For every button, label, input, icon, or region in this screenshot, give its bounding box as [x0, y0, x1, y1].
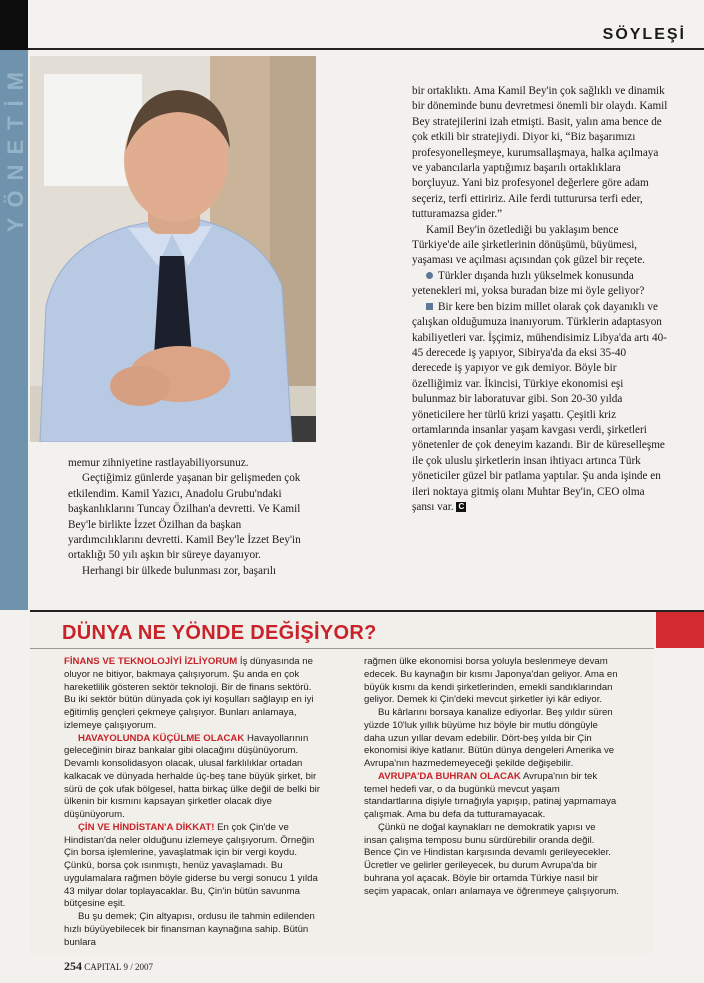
sidebar-paragraph	[364, 656, 620, 707]
sidebar-text: Avrupa'nın bir tek temel hedefi var, o da bugünkü mevcut yaşam standartlarına dişiyle tırnağıyla yapışıp, patinaj yapmamaya çalışmak. Ama bu defa da tutturamayacak.	[364, 770, 617, 820]
article-paragraph: bir ortaklıktı. Ama Kamil Bey'in çok sağlıklı ve dinamik bir döneminde bunu devretmesi önemli bir olaydı. Kamil Bey stratejilerini izah etmişti. Basit, yalın ama bence de çok etkili bir stratejiydi. Diyor ki, “Biz başarımızı profesyonelleşmeye, kurumsallaşmaya, halka açılmaya ve yabancılarla yaptığımız başarılı ortaklıklara borçluyuz. Yani biz profesyonel değerlere göre adam seçeriz, terfi ettiririz. Aile ferdi tutturursa terfi eder, tutturamazsa gider.”	[412, 85, 668, 221]
sidebar-paragraph	[64, 822, 320, 911]
sidebar-box-title: DÜNYA NE YÖNDE DEĞİŞİYOR?	[62, 622, 377, 644]
accent-square	[656, 612, 704, 648]
sidebar-text: Havayollarının geleceğinin biraz bankalar gibi olacağını düşünüyorum. Devamlı konsolidasyon olacak, ulusal farklılıklar ortadan kalkacak ve dünyada herhalde üç-beş tane büyük şirket, bir sürü de çok ufak bölgesel, hatta birkaç ülke değil de belki bir ülkenin bir kısmını kapsayan şirketler olacak diye düşünüyorum.	[64, 732, 320, 820]
section-label: SÖYLEŞİ	[602, 26, 686, 43]
sidebar-text: Bu şu demek; Çin altyapısı, ordusu ile tahmin edilenden hızlı büyüyebilecek bir finansman kaynağına sahip. Bütün bunlara	[64, 911, 315, 948]
answer-text: Bir kere ben bizim millet olarak çok dayanıklı ve çalışkan olduğumuza inanıyorum. Türklerin adaptasyon kabiliyetleri var. İşçimiz, mühendisimiz Libya'da artı 40- 45 derecede iş yapıyor, Sibirya'da da eksi 35-40 derecede iş yapıyor ve gık demiyor. Böyle bir özelliğimiz var. İkincisi, Türkiye ekonomisi eşi bulunmaz bir laboratuvar gibi. Son 20-30 yılda yöneticilere her türlü krizi yaşattı. Çeşitli kriz ortamlarında insanlar yaşam kavgası verdi, şirketleri yönetenler de çok deneyim kazandı. Bir de küreselleşme ile çok uluslu şirketlerin insan ihtiyacı artınca Türk yöneticiler güzel bir patlama yaptılar. Şu anda işinde en ileri noktaya gitmiş olanı Muhtar Bey'in, CEO olma şansı var.	[412, 300, 667, 513]
question-bullet-icon	[426, 272, 433, 279]
sidebar-run-in-head: ÇİN VE HİNDİSTAN'A DİKKAT!	[78, 821, 215, 833]
side-strip	[0, 50, 28, 610]
page-header	[0, 0, 704, 50]
sidebar-paragraph	[364, 771, 620, 822]
article-right-column	[412, 84, 668, 515]
sidebar-paragraph	[364, 707, 620, 771]
sidebar-right-column	[364, 656, 620, 898]
sidebar-paragraph	[364, 822, 620, 899]
portrait-illustration	[30, 56, 316, 442]
sidebar-text: Bu kârlarını borsaya kanalize ediyorlar. Beş yıldır süren yüzde 10'luk yıllık büyüme hız böyle bir mutlu döngüyle daha uzun yıllar devam edebilir. Dört-beş yılda bir Çin ekonomisi ikiye katlanır. Bütün dünya dengeleri Amerika ve Avrupa'nın hazmedemeyeceği şekilde değişebilir.	[364, 707, 615, 769]
sidebar-box-rule	[30, 648, 654, 649]
sidebar-run-in-head: FİNANS VE TEKNOLOJİYİ İZLİYORUM	[64, 656, 238, 667]
side-strip-label: YÖNETİM	[3, 62, 28, 233]
issue-date: 9 / 2007	[123, 962, 153, 972]
article-left-column	[68, 456, 310, 579]
portrait-photo	[30, 56, 316, 442]
sidebar-run-in-head: AVRUPA'DA BUHRAN OLACAK	[378, 770, 521, 782]
interview-question	[412, 269, 668, 300]
sidebar-text: İş dünyasında ne oluyor ne bitiyor, bakmaya çalışıyorum. Şu anda en çok hareketlilik gösteren sektör teknoloji. Bir de finans sektörü. Bu iki sektör bütün dünyada çok iyi koşulları sağlayıp en iyi eğitimliş gençleri çekmeye çalışıyor. Bunları anlamaya, izlemeye çalışıyorum.	[64, 656, 314, 731]
sidebar-paragraph	[64, 911, 320, 949]
sidebar-text: Çünkü ne doğal kaynakları ne demokratik yapısı ve insan çalışma temposu bunu sürdürebilir oranda değil. Bence Çin ve Hindistan karşısında devamlı gerileyecekler. Ücretler ve gelirler gerileyecek, bu durum Avrupa'da bir buhrana yol açacak. Böyle bir ortamda Türkiye nasıl bir seçim yapacak, onları anlamaya ve öğrenmeye çalışıyorum.	[364, 821, 619, 897]
end-of-article-icon: C	[456, 502, 466, 512]
magazine-name: CAPITAL	[84, 962, 122, 972]
header-rule	[28, 48, 704, 50]
answer-bullet-icon	[426, 303, 433, 310]
interview-answer	[412, 300, 668, 516]
page-footer	[64, 959, 153, 974]
corner-block	[0, 0, 28, 50]
question-text: Türkler dışanda hızlı yükselmek konusunda yetenekleri mi, yoksa buradan bize mi öyle geliyor?	[412, 269, 645, 298]
article-paragraph: Kamil Bey'in özetlediği bu yaklaşım bence Türkiye'de aile şirketlerinin dönüşümü, büyümesi, yaşaması ve açılması açısından çok güzel bir reçete.	[412, 223, 645, 267]
sidebar-run-in-head: HAVAYOLUNDA KÜÇÜLME OLACAK	[78, 732, 245, 744]
article-paragraph: Herhangi bir ülkede bulunması zor, başarılı	[82, 564, 277, 577]
page-number: 254	[64, 959, 82, 973]
article-paragraph: memur zihniyetine rastlayabiliyorsunuz.	[68, 457, 249, 469]
sidebar-text: rağmen ülke ekonomisi borsa yoluyla beslenmeye devam edecek. Bu kaynağın bir kısmı Japonya'dan geliyor. Ama en büyük kısmı da kendi şirketlerinden, emekli sandıklarından geliyor. Demek ki Çin'deki mevcut şirketler iyi kâr ediyor.	[364, 656, 618, 706]
sidebar-left-column	[64, 656, 320, 949]
sidebar-text: En çok Çin'de ve Hindistan'da neler olduğunu izlemeye çalışıyorum. Örneğin Çin borsa işlemlerine, yavaşlatmak için bir vergi koydu. Çünkü, borsa çok ısınmıştı, henüz yavaşlamadı. Bu uygulamalara rağmen böyle giderse bu vergi sonucu 1 yılda 43 milyar dolar toplayacaklar. Bu, Çin'in bütün savunma bütçesine eşit.	[64, 821, 318, 910]
sidebar-paragraph	[64, 733, 320, 822]
sidebar-paragraph	[64, 656, 320, 733]
article-paragraph: Geçtiğimiz günlerde yaşanan bir gelişmeden çok etkilendim. Kamil Yazıcı, Anadolu Grubu'ndaki başkanlıklarını Tuncay Özilhan'a devretti. Ve Kamil Bey'le birlikte İzzet Özilhan da başkan yardımcılıklarını devretti. Kamil Bey'le İzzet Bey'in ortaklığı 50 yılı aşkın bir süreye dayanıyor.	[68, 472, 301, 562]
